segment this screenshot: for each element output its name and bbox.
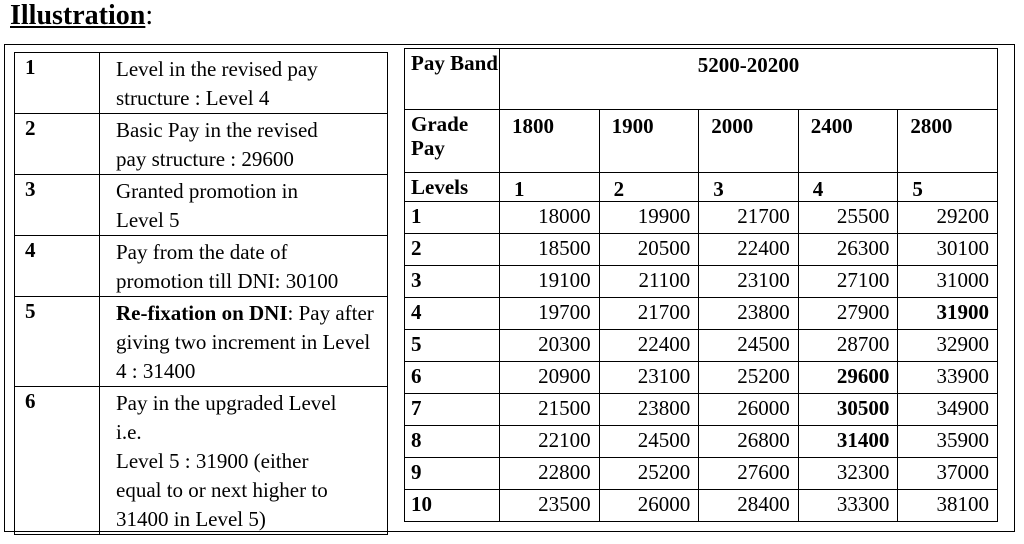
- matrix-cell: 26300: [798, 234, 898, 266]
- matrix-cell: 31000: [898, 266, 998, 298]
- matrix-cell: 23100: [699, 266, 799, 298]
- matrix-cell: 32900: [898, 330, 998, 362]
- grade-pay-cell: 1900: [599, 110, 699, 173]
- step-description: Pay in the upgraded Level i.e. Level 5 : 31900 (either equal to or next higher to 31400 in Level 5): [100, 387, 388, 535]
- grade-pay-row: [405, 110, 998, 173]
- row-index: 10: [405, 490, 500, 522]
- matrix-cell: 21700: [699, 202, 799, 234]
- levels-label: Levels: [405, 173, 500, 202]
- matrix-cell: 38100: [898, 490, 998, 522]
- matrix-row: [405, 202, 998, 234]
- matrix-row: [405, 330, 998, 362]
- matrix-cell: 28700: [798, 330, 898, 362]
- pay-band-label: Pay Band: [405, 49, 500, 110]
- level-cell: 2: [599, 173, 699, 202]
- matrix-cell: 19100: [500, 266, 600, 298]
- matrix-cell: 20900: [500, 362, 600, 394]
- matrix-cell: 20500: [599, 234, 699, 266]
- row-index: 1: [405, 202, 500, 234]
- matrix-cell: 23500: [500, 490, 600, 522]
- step-description: Granted promotion in Level 5: [100, 175, 388, 236]
- matrix-cell: 23800: [699, 298, 799, 330]
- step-description: Level in the revised pay structure : Level 4: [100, 53, 388, 114]
- matrix-cell: 24500: [599, 426, 699, 458]
- matrix-cell: 31400: [798, 426, 898, 458]
- matrix-cell: 19900: [599, 202, 699, 234]
- pay-band-value: 5200-20200: [500, 49, 998, 110]
- step-row: [15, 114, 388, 175]
- matrix-cell: 25500: [798, 202, 898, 234]
- matrix-cell: 27100: [798, 266, 898, 298]
- matrix-cell: 29200: [898, 202, 998, 234]
- matrix-cell: 21500: [500, 394, 600, 426]
- grade-pay-cell: 2800: [898, 110, 998, 173]
- step-rest: : Pay after giving two increment in Level 4 : 31400: [116, 301, 374, 383]
- row-index: 4: [405, 298, 500, 330]
- matrix-cell: 24500: [699, 330, 799, 362]
- step-number: 4: [15, 236, 100, 297]
- level-cell: 1: [500, 173, 600, 202]
- matrix-cell: 26800: [699, 426, 799, 458]
- matrix-row: [405, 394, 998, 426]
- row-index: 9: [405, 458, 500, 490]
- matrix-cell: 33300: [798, 490, 898, 522]
- heading-title: Illustration: [10, 0, 146, 31]
- step-row: [15, 53, 388, 114]
- step-row: [15, 236, 388, 297]
- matrix-cell: 23100: [599, 362, 699, 394]
- matrix-row: [405, 266, 998, 298]
- matrix-cell: 22800: [500, 458, 600, 490]
- matrix-row: [405, 426, 998, 458]
- level-cell: 4: [798, 173, 898, 202]
- levels-row: [405, 173, 998, 202]
- row-index: 5: [405, 330, 500, 362]
- level-cell: 5: [898, 173, 998, 202]
- matrix-cell: 18500: [500, 234, 600, 266]
- row-index: 2: [405, 234, 500, 266]
- matrix-cell: 22400: [599, 330, 699, 362]
- matrix-cell: 33900: [898, 362, 998, 394]
- row-index: 6: [405, 362, 500, 394]
- step-number: 5: [15, 297, 100, 387]
- matrix-cell: 29600: [798, 362, 898, 394]
- heading-colon: :: [145, 0, 154, 31]
- step-row: [15, 297, 388, 387]
- matrix-cell: 23800: [599, 394, 699, 426]
- matrix-cell: 26000: [699, 394, 799, 426]
- matrix-cell: 21100: [599, 266, 699, 298]
- matrix-cell: 30100: [898, 234, 998, 266]
- step-description: [100, 297, 388, 387]
- matrix-row: [405, 490, 998, 522]
- pay-band-row: [405, 49, 998, 110]
- matrix-cell: 30500: [798, 394, 898, 426]
- matrix-cell: 37000: [898, 458, 998, 490]
- matrix-cell: 19700: [500, 298, 600, 330]
- step-number: 6: [15, 387, 100, 535]
- pay-matrix-table: [404, 48, 998, 522]
- matrix-cell: 22100: [500, 426, 600, 458]
- matrix-cell: 18000: [500, 202, 600, 234]
- grade-pay-cell: 2400: [798, 110, 898, 173]
- matrix-cell: 22400: [699, 234, 799, 266]
- pay-matrix-body: [405, 202, 998, 522]
- matrix-cell: 20300: [500, 330, 600, 362]
- grade-pay-label: Grade Pay: [405, 110, 500, 173]
- matrix-row: [405, 234, 998, 266]
- row-index: 7: [405, 394, 500, 426]
- step-description: Pay from the date of promotion till DNI: 30100: [100, 236, 388, 297]
- step-number: 3: [15, 175, 100, 236]
- steps-table: [14, 52, 388, 535]
- matrix-cell: 25200: [599, 458, 699, 490]
- step-row: [15, 387, 388, 535]
- grade-pay-cell: 2000: [699, 110, 799, 173]
- row-index: 8: [405, 426, 500, 458]
- matrix-cell: 27600: [699, 458, 799, 490]
- matrix-cell: 26000: [599, 490, 699, 522]
- step-number: 2: [15, 114, 100, 175]
- step-bold-prefix: Re-fixation on DNI: [116, 301, 288, 325]
- level-cell: 3: [699, 173, 799, 202]
- step-number: 1: [15, 53, 100, 114]
- matrix-cell: 35900: [898, 426, 998, 458]
- matrix-row: [405, 458, 998, 490]
- row-index: 3: [405, 266, 500, 298]
- matrix-cell: 32300: [798, 458, 898, 490]
- step-row: [15, 175, 388, 236]
- matrix-cell: 34900: [898, 394, 998, 426]
- grade-pay-cell: 1800: [500, 110, 600, 173]
- matrix-cell: 28400: [699, 490, 799, 522]
- matrix-cell: 27900: [798, 298, 898, 330]
- matrix-cell: 21700: [599, 298, 699, 330]
- matrix-cell: 31900: [898, 298, 998, 330]
- illustration-heading: [10, 0, 153, 32]
- step-description: Basic Pay in the revised pay structure : 29600: [100, 114, 388, 175]
- matrix-row: [405, 362, 998, 394]
- matrix-cell: 25200: [699, 362, 799, 394]
- matrix-row: [405, 298, 998, 330]
